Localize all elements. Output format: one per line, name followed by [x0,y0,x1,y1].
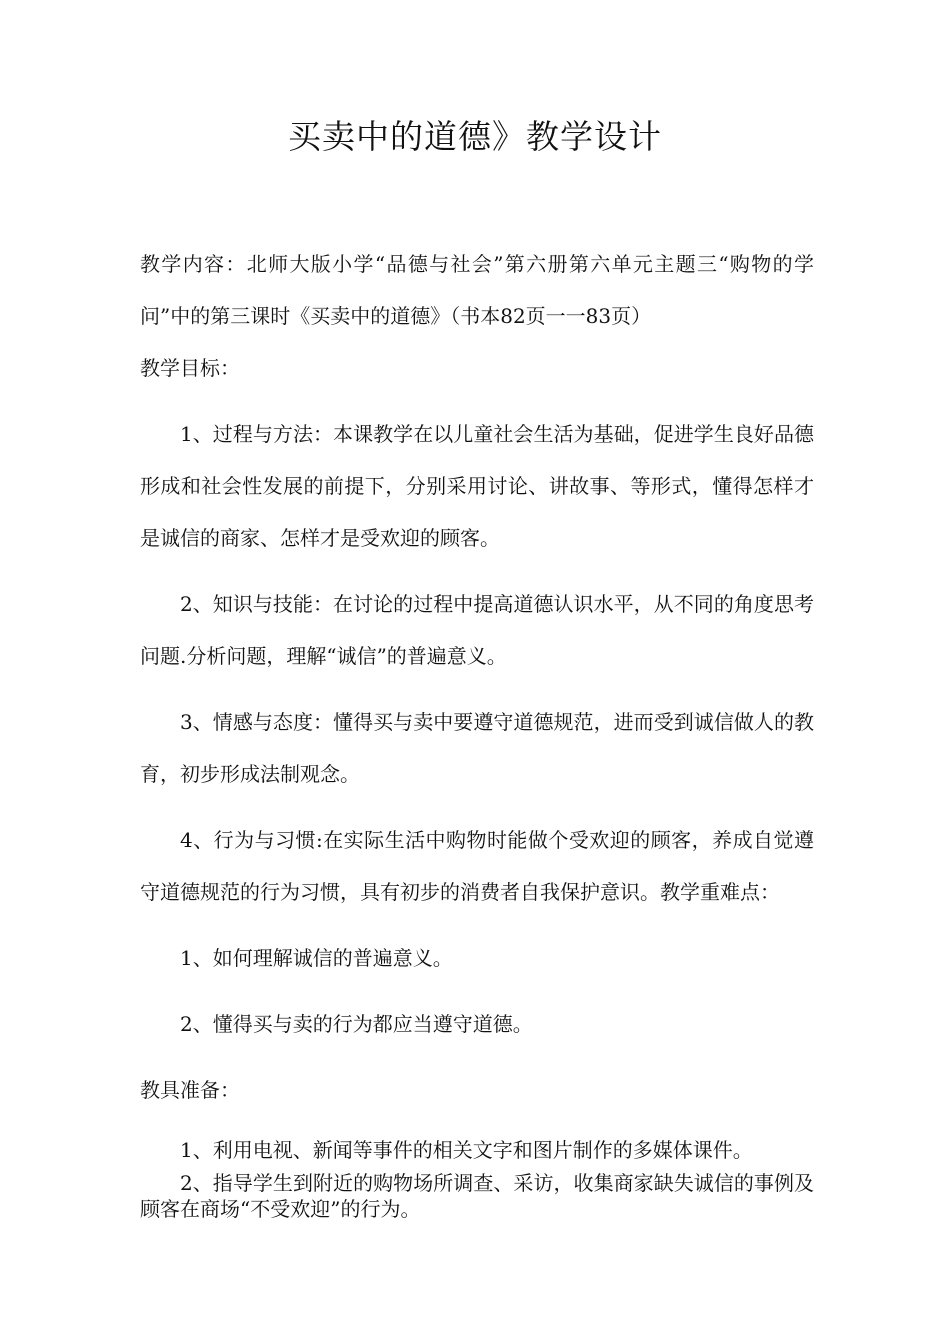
teaching-content: 教学内容：北师大版小学“品德与社会”第六册第六单元主题三“购物的学问”中的第三课时《买卖中的道德》（书本82页一一83页） [140,252,814,328]
goal-item: 1、过程与方法：本课教学在以儿童社会生活为基础，促进学生良好品德形成和社会性发展的前提下，分别采用讨论、讲故事、等形式，懂得怎样才是诚信的商家、怎样才是受欢迎的顾客。 [140,422,814,550]
spacer [140,564,814,578]
document-body [140,238,814,1222]
spacer [140,984,814,998]
spacer [140,800,814,814]
goal-item: 3、情感与态度：懂得买与卖中要遵守道德规范，进而受到诚信做人的教育，初步形成法制观念。 [140,710,814,786]
difficulty-item: 2、懂得买与卖的行为都应当遵守道德。 [180,1012,533,1036]
prep-item: 2、指导学生到附近的购物场所调查、采访，收集商家缺失诚信的事例及顾客在商场“不受欢迎”的行为。 [140,1171,814,1221]
spacer [140,1050,814,1064]
spacer [140,394,814,408]
spacer [140,1116,814,1130]
goals-heading: 教学目标： [140,356,240,380]
prep-item: 1、利用电视、新闻等事件的相关文字和图片制作的多媒体课件。 [180,1138,753,1162]
prep-heading: 教具准备： [140,1078,240,1102]
document-title: 买卖中的道德》教学设计 [288,117,662,156]
goal-item: 4、行为与习惯:在实际生活中购物时能做个受欢迎的顾客，养成自觉遵守道德规范的行为习惯，具有初步的消费者自我保护意识。教学重难点： [140,828,814,904]
spacer [140,682,814,696]
spacer [140,918,814,932]
difficulty-item: 1、如何理解诚信的普遍意义。 [180,946,453,970]
goal-item: 2、知识与技能：在讨论的过程中提高道德认识水平，从不同的角度思考问题.分析问题，理解“诚信”的普遍意义。 [140,592,814,668]
